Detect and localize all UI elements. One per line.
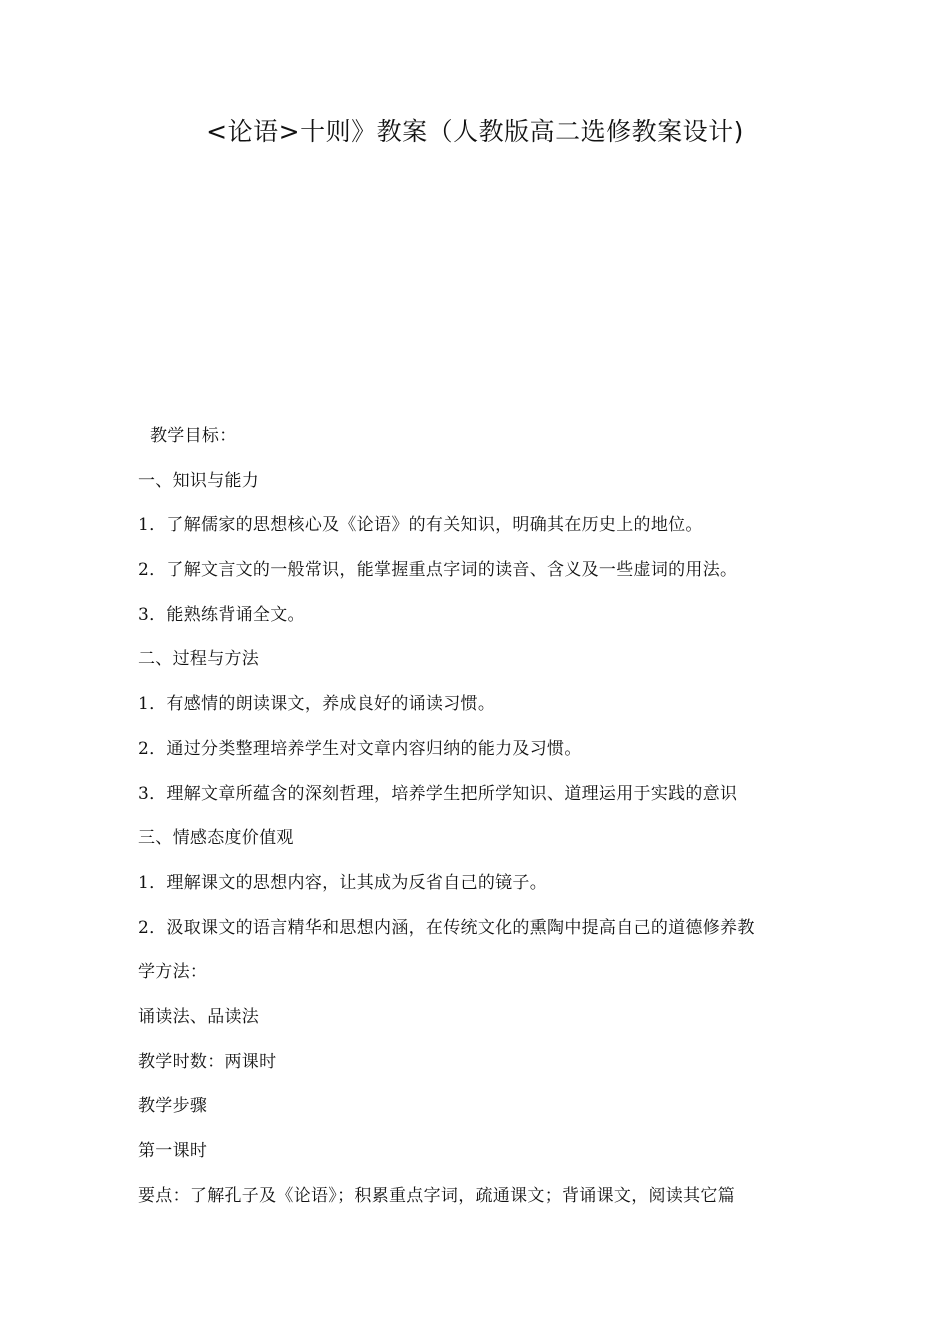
section-heading-process: 二、过程与方法 — [138, 649, 260, 670]
paragraph-line: 2．汲取课文的语言精华和思想内涵，在传统文化的熏陶中提高自己的道德修养教 — [138, 917, 755, 938]
document-body — [138, 414, 838, 1218]
paragraph-line: 3．能熟练背诵全文。 — [138, 604, 305, 625]
section-heading-first-lesson: 第一课时 — [138, 1141, 208, 1161]
paragraph-line: 学方法： — [138, 962, 208, 983]
section-heading-steps: 教学步骤 — [138, 1096, 208, 1117]
paragraph-line: 要点：了解孔子及《论语》；积累重点字词，疏通课文；背诵课文，阅读其它篇 — [138, 1185, 735, 1206]
section-heading-knowledge: 一、知识与能力 — [138, 470, 260, 491]
paragraph-line: 2．通过分类整理培养学生对文章内容归纳的能力及习惯。 — [138, 738, 582, 759]
paragraph-line: 诵读法、品读法 — [138, 1006, 260, 1027]
section-heading-values: 三、情感态度价值观 — [138, 828, 294, 849]
paragraph-line: 3．理解文章所蕴含的深刻哲理，培养学生把所学知识、道理运用于实践的意识 — [138, 783, 738, 804]
paragraph-line: 2．了解文言文的一般常识，能掌握重点字词的读音、含义及一些虚词的用法。 — [138, 560, 738, 581]
paragraph-line: 1．有感情的朗读课文，养成良好的诵读习惯。 — [138, 694, 496, 715]
paragraph-line: 1．了解儒家的思想核心及《论语》的有关知识，明确其在历史上的地位。 — [138, 515, 703, 536]
section-heading-teaching-goals: 教学目标： — [150, 426, 237, 446]
paragraph-line: 教学时数：两课时 — [138, 1051, 277, 1072]
paragraph-line: 1．理解课文的思想内容，让其成为反省自己的镜子。 — [138, 872, 548, 893]
document-title: <论语>十则》教案（人教版高二选修教案设计) — [206, 117, 744, 146]
